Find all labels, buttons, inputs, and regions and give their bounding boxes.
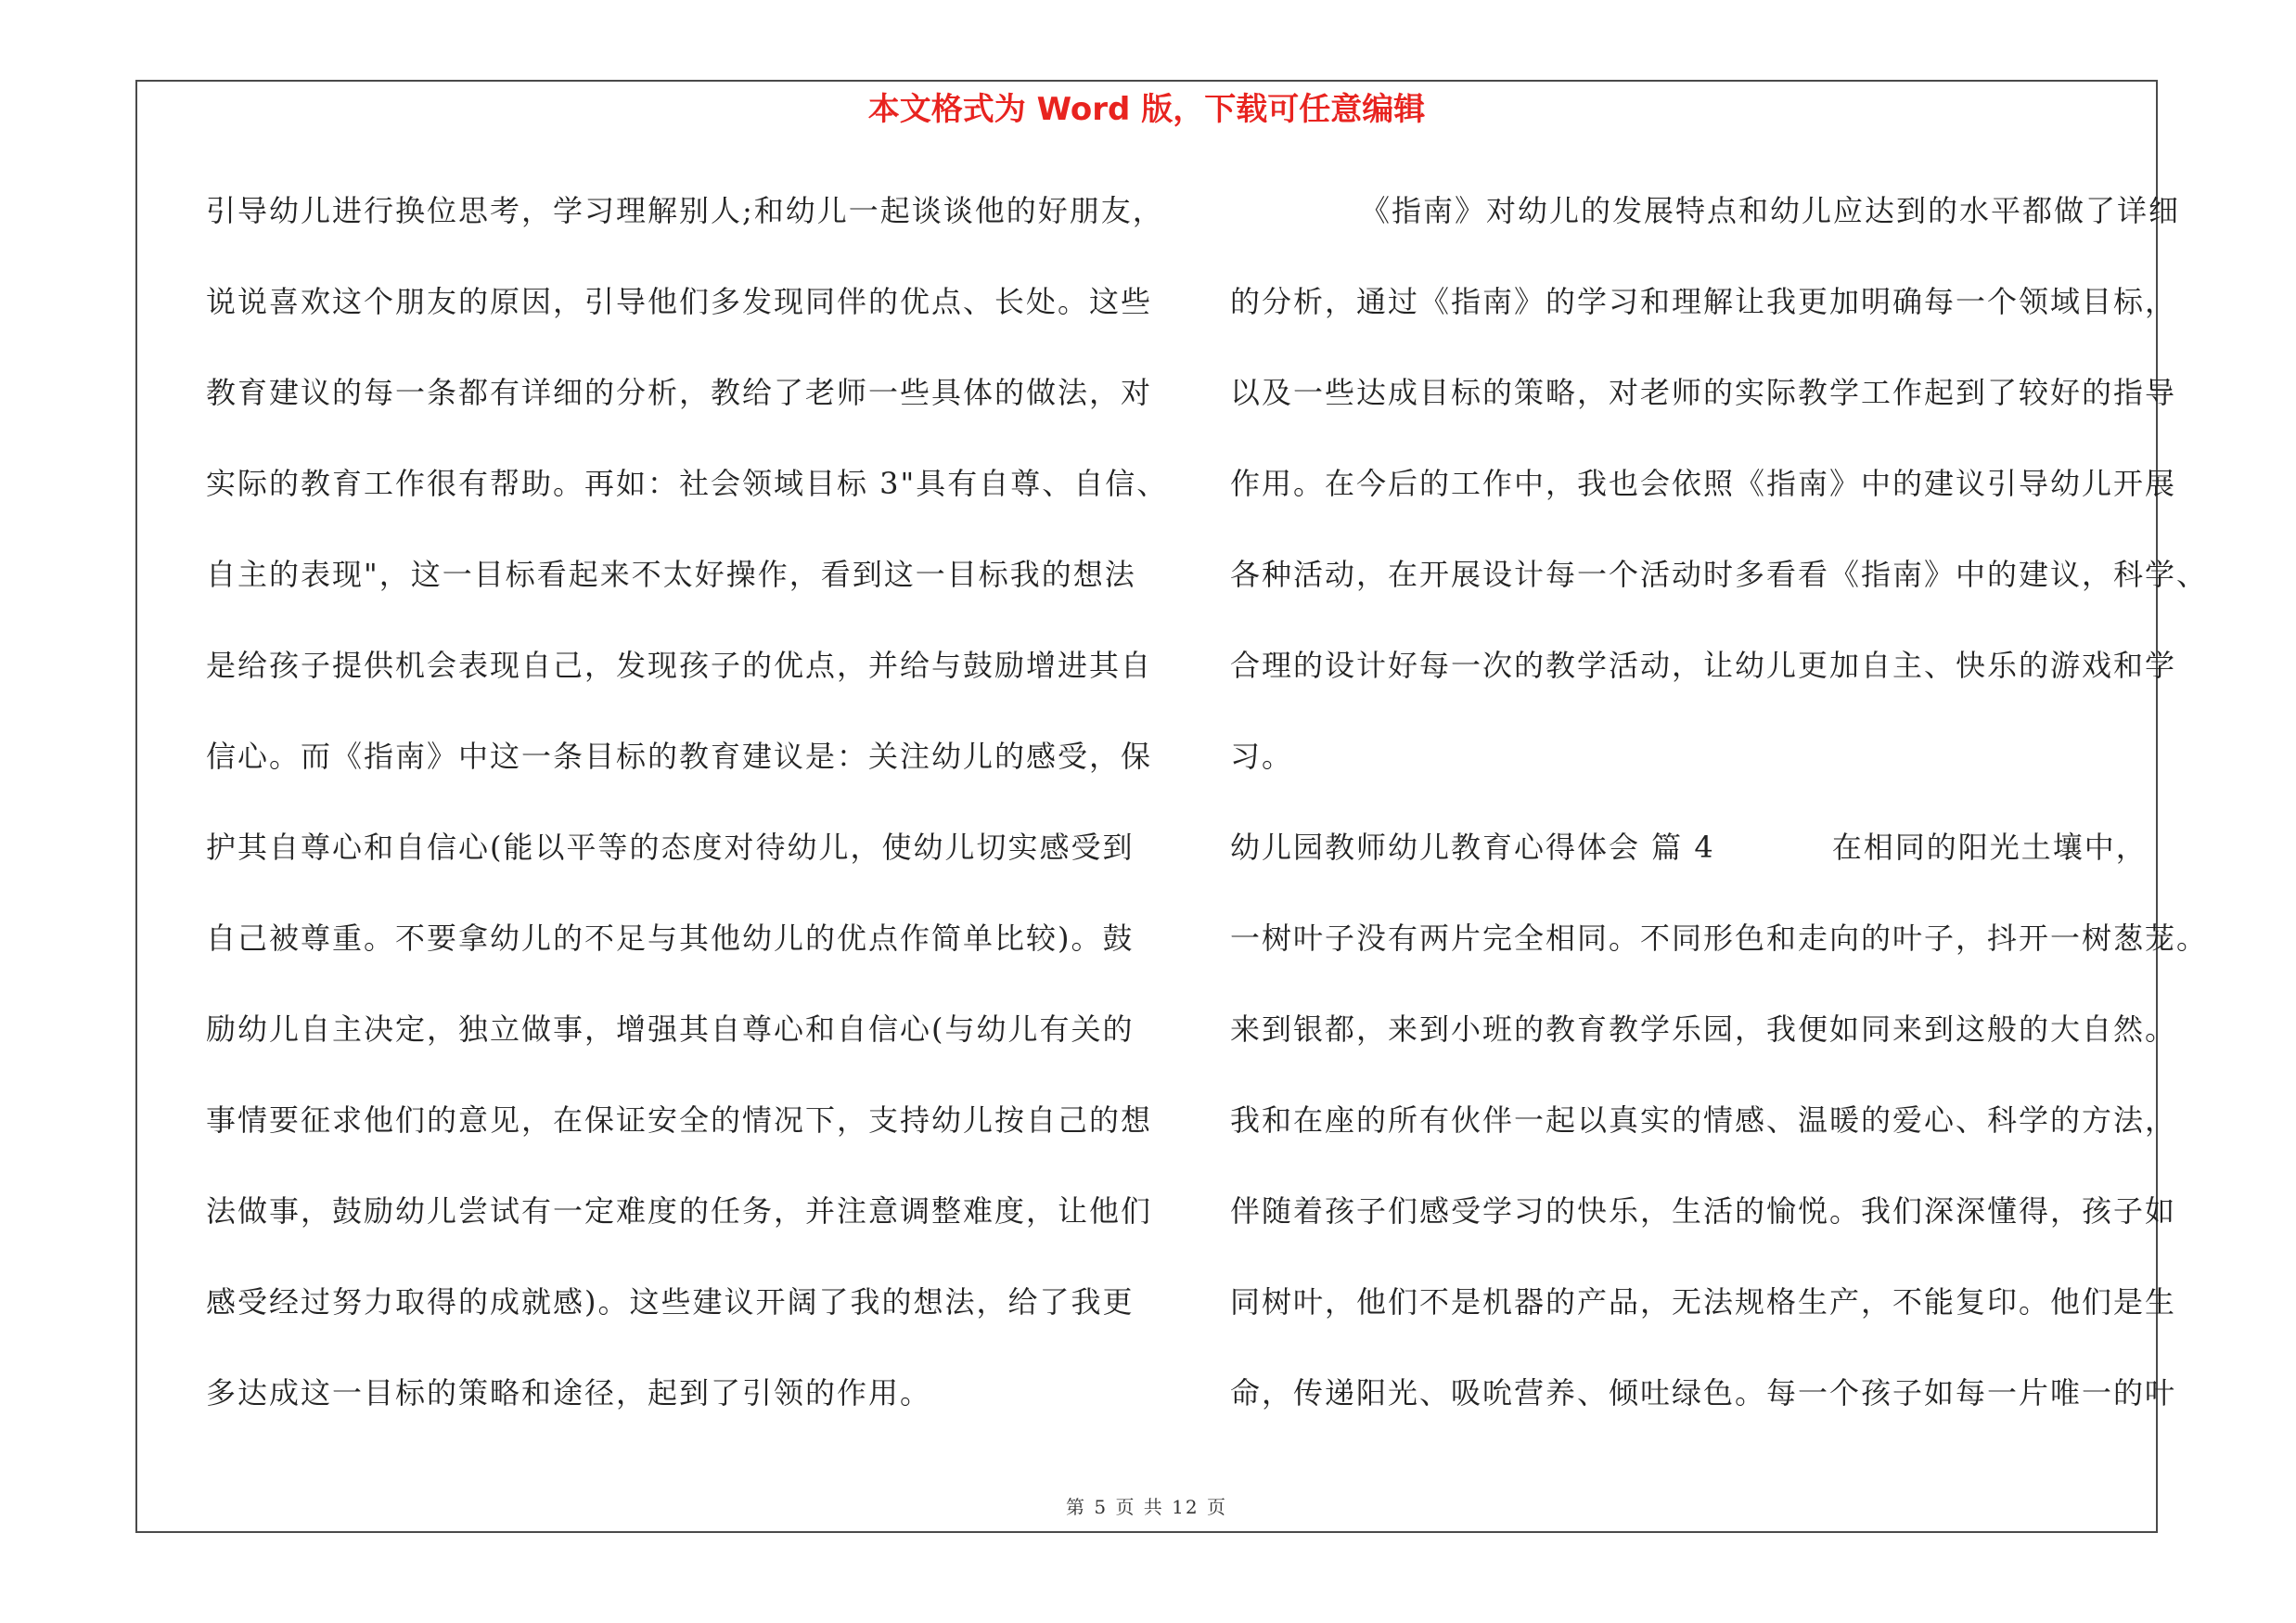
text-line: 信心。而《指南》中这一条目标的教育建议是：关注幼儿的感受，保: [206, 739, 1153, 774]
text-line: 法做事，鼓励幼儿尝试有一定难度的任务，并注意调整难度，让他们: [206, 1193, 1153, 1229]
text-line: 说说喜欢这个朋友的原因，引导他们多发现同伴的优点、长处。这些: [206, 284, 1153, 319]
text-line: 的分析，通过《指南》的学习和理解让我更加明确每一个领域目标，: [1230, 284, 2177, 319]
text-line: 我和在座的所有伙伴一起以真实的情感、温暖的爱心、科学的方法，: [1230, 1102, 2177, 1138]
text-line: 习。: [1230, 739, 1294, 774]
text-line: 感受经过努力取得的成就感)。这些建议开阔了我的想法，给了我更: [206, 1284, 1135, 1320]
section-heading-line: [1230, 818, 2167, 909]
text-line: 作用。在今后的工作中，我也会依照《指南》中的建议引导幼儿开展: [1230, 466, 2177, 501]
text-line: 教育建议的每一条都有详细的分析，教给了老师一些具体的做法，对: [206, 375, 1153, 410]
section-first-text: 在相同的阳光土壤中，: [1831, 830, 2148, 865]
page-number-footer: 第 5 页 共 12 页: [1066, 1496, 1227, 1518]
text-line: 伴随着孩子们感受学习的快乐，生活的愉悦。我们深深懂得，孩子如: [1230, 1193, 2177, 1229]
text-line: 护其自尊心和自信心(能以平等的态度对待幼儿，使幼儿切实感受到: [206, 830, 1135, 865]
text-line: 合理的设计好每一次的教学活动，让幼儿更加自主、快乐的游戏和学: [1230, 648, 2177, 683]
text-line: 事情要征求他们的意见，在保证安全的情况下，支持幼儿按自己的想: [206, 1102, 1153, 1138]
right-text-column: [1230, 182, 2209, 1455]
text-line: 自己被尊重。不要拿幼儿的不足与其他幼儿的优点作简单比较)。鼓: [206, 921, 1135, 956]
text-line: 引导幼儿进行换位思考，学习理解别人;和幼儿一起谈谈他的好朋友，: [206, 193, 1164, 228]
text-line: 实际的教育工作很有帮助。再如：社会领域目标 3"具有自尊、自信、: [206, 466, 1169, 501]
text-line: 自主的表现"，这一目标看起来不太好操作，看到这一目标我的想法: [206, 557, 1136, 592]
left-text-column: [206, 182, 1169, 1455]
paragraph-first-line: 《指南》对幼儿的发展特点和幼儿应达到的水平都做了详细: [1360, 193, 2181, 228]
section-heading: 幼儿园教师幼儿教育心得体会 篇 4: [1230, 830, 1715, 865]
text-line: 多达成这一目标的策略和途径，起到了引领的作用。: [206, 1375, 932, 1410]
format-banner: 本文格式为 Word 版，下载可任意编辑: [867, 91, 1426, 128]
text-line: 同树叶，他们不是机器的产品，无法规格生产，不能复印。他们是生: [1230, 1284, 2177, 1320]
text-line: 命，传递阳光、吸吮营养、倾吐绿色。每一个孩子如每一片唯一的叶: [1230, 1375, 2177, 1410]
text-line: 各种活动，在开展设计每一个活动时多看看《指南》中的建议，科学、: [1230, 557, 2209, 592]
text-line: 一树叶子没有两片完全相同。不同形色和走向的叶子，抖开一树葱茏。: [1230, 921, 2209, 956]
text-line: 是给孩子提供机会表现自己，发现孩子的优点，并给与鼓励增进其自: [206, 648, 1153, 683]
text-line: 以及一些达成目标的策略，对老师的实际教学工作起到了较好的指导: [1230, 375, 2177, 410]
text-line: 来到银都，来到小班的教育教学乐园，我便如同来到这般的大自然。: [1230, 1011, 2177, 1047]
text-line: 励幼儿自主决定，独立做事，增强其自尊心和自信心(与幼儿有关的: [206, 1011, 1135, 1047]
